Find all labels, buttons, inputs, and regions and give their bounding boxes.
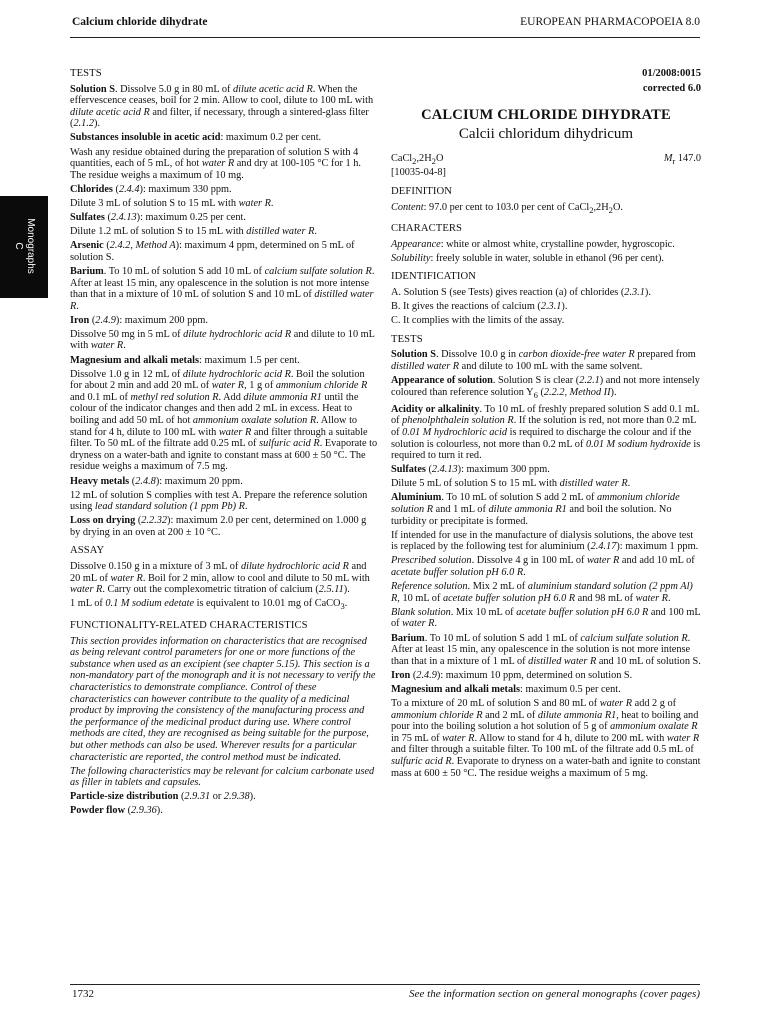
- prescribed-solution: Prescribed solution. Dissolve 4 g in 100 mL of water R and add 10 mL of acetate buffer solution pH 6.0 R.: [391, 555, 695, 579]
- monograph-title: CALCIUM CHLORIDE DIHYDRATE: [421, 106, 671, 123]
- reference-solution: Reference solution. Mix 2 mL of aluminium standard solution (2 ppm Al) R, 10 mL of acetate buffer solution pH 6.0 R and 98 mL of water R.: [391, 581, 693, 604]
- iron-limit: Iron (2.4.9): maximum 200 ppm.: [70, 314, 208, 326]
- monograph-latin-name: Calcii chloridum dihydricum: [458, 126, 634, 143]
- identification-c: C. It complies with the limits of the assay.: [391, 315, 565, 327]
- characters-heading: CHARACTERS: [391, 223, 463, 235]
- particle-size-distribution: Particle-size distribution (2.9.31 or 2.9.38).: [70, 791, 256, 803]
- insoluble-substances-method: Wash any residue obtained during the preparation of solution S with 4 quantities, each of 5 mL, of hot water R and dry at 100-105 °C for 1 h. The residue weighs a maximum of 10 mg.: [70, 146, 361, 181]
- frc-heading: FUNCTIONALITY-RELATED CHARACTERISTICS: [70, 619, 308, 631]
- right-column: [391, 68, 701, 782]
- footer-rule: [70, 984, 700, 985]
- appearance-spec: Appearance: white or almost white, crystalline powder, hygroscopic.: [391, 238, 675, 250]
- monograph-correction: corrected 6.0: [642, 82, 701, 94]
- relative-molecular-mass: $M_r$ 147.0: [663, 152, 701, 166]
- solution-s-paragraph: Solution S. Dissolve 5.0 g in 80 mL of dilute acetic acid R. When the effervescence ceases, boil for 2 min. Allow to cool, dilute to 100 mL with dilute acetic acid R and filter, if necessary, through a sintered-glass filter (2.1.2).: [70, 83, 374, 130]
- molecular-formula-row: [391, 153, 701, 168]
- side-tab-line1: Monographs: [25, 218, 36, 274]
- sulfates-method: Dilute 1.2 mL of solution S to 15 mL with distilled water R.: [70, 226, 317, 238]
- barium-test-right: Barium. To 10 mL of solution S add 1 mL of calcium sulfate solution R. After at least 15 min, any opalescence in the solution is not more intense than that in a mixture of 1 mL of distilled water R and 10 mL of solution S.: [391, 632, 701, 667]
- running-header-title: Calcium chloride dihydrate: [72, 16, 208, 28]
- chlorides-limit: Chlorides (2.4.4): maximum 330 ppm.: [70, 183, 232, 195]
- acidity-alkalinity: Acidity or alkalinity. To 10 mL of freshly prepared solution S add 0.1 mL of phenolphthalein solution R. If the solution is red, not more than 0.2 mL of 0.01 M hydrochloric acid is required to discharge the colour and if the solution is colourless, not more than 0.2 mL of 0.01 M sodium hydroxide is required to turn it red.: [391, 403, 701, 462]
- heavy-metals-method: 12 mL of solution S complies with test A. Prepare the reference solution using lead standard solution (1 ppm Pb) R.: [70, 489, 368, 513]
- cas-number: [10035-04-8]: [391, 167, 446, 179]
- iron-test-right: Iron (2.4.9): maximum 10 ppm, determined on solution S.: [391, 669, 633, 681]
- identification-a: A. Solution S (see Tests) gives reaction (a) of chlorides (2.3.1).: [391, 287, 651, 299]
- sulfates-limit-right: Sulfates (2.4.13): maximum 300 ppm.: [391, 464, 550, 476]
- arsenic-test: Arsenic (2.4.2, Method A): maximum 4 ppm, determined on 5 mL of solution S.: [70, 240, 355, 263]
- sulfates-method-right: Dilute 5 mL of solution S to 15 mL with distilled water R.: [391, 478, 631, 490]
- aluminium-test: Aluminium. To 10 mL of solution S add 2 mL of ammonium chloride solution R and 1 mL of dilute ammonia R1 and boil the solution. No turbidity or precipitate is formed.: [391, 492, 680, 527]
- assay-method: Dissolve 0.150 g in a mixture of 3 mL of dilute hydrochloric acid R and 20 mL of water R. Boil for 2 min, allow to cool and dilute to 50 mL with water R. Carry out the complexometric titration of calcium (2.5.11).: [70, 561, 370, 596]
- assay-heading: ASSAY: [70, 545, 105, 557]
- identification-b: B. It gives the reactions of calcium (2.3.1).: [391, 301, 568, 313]
- identification-heading: IDENTIFICATION: [391, 271, 476, 283]
- left-column: [70, 68, 378, 819]
- magnesium-limit-right: Magnesium and alkali metals: maximum 0.5 per cent.: [391, 683, 621, 695]
- page-number: 1732: [72, 988, 94, 1000]
- molecular-formula: $CaCl_2,2H_2O$: [391, 152, 444, 166]
- side-tab-label: [12, 218, 36, 274]
- insoluble-substances-limit: Substances insoluble in acetic acid: maximum 0.2 per cent.: [70, 132, 322, 144]
- footer-note: See the information section on general monographs (cover pages): [409, 988, 700, 1000]
- solution-s-right: Solution S. Dissolve 10.0 g in carbon dioxide-free water R prepared from distilled water R and dilute to 100 mL with the same solvent.: [391, 349, 696, 372]
- magnesium-method: Dissolve 1.0 g in 12 mL of dilute hydrochloric acid R. Boil the solution for about 2 min and add 20 mL of water R, 1 g of ammonium chloride R and 0.1 mL of methyl red solution R. Add dilute ammonia R1 until the colour of the indicator changes and then add 2 mL in excess. Heat to boiling and add 50 mL of hot ammonium oxalate solution R. Allow to stand for 4 h, dilute to 100 mL with water R and filter through a suitable filter. To 50 mL of the filtrate add 0.25 mL of sulfuric acid R. Evaporate to dryness on a water-bath and ignite to constant mass at 600 ± 50 °C. The residue weighs a maximum of 7.5 mg.: [70, 368, 378, 473]
- definition-heading: DEFINITION: [391, 185, 453, 197]
- sulfates-limit: Sulfates (2.4.13): maximum 0.25 per cent.: [70, 212, 246, 224]
- magnesium-limit: Magnesium and alkali metals: maximum 1.5 per cent.: [70, 354, 300, 366]
- chlorides-method: Dilute 3 mL of solution S to 15 mL with water R.: [70, 197, 274, 209]
- header-rule: [70, 37, 700, 38]
- blank-solution: Blank solution. Mix 10 mL of acetate buffer solution pH 6.0 R and 100 mL of water R.: [391, 606, 701, 630]
- monographs-side-tab: [0, 196, 48, 298]
- tests-heading: TESTS: [70, 68, 102, 79]
- barium-test: Barium. To 10 mL of solution S add 10 mL of calcium sulfate solution R. After at least 15 min, any opalescence in the solution is not more intense than that in a mixture of 10 mL of solution S and 10 mL of distilled water R.: [70, 265, 375, 312]
- iron-method: Dissolve 50 mg in 5 mL of dilute hydrochloric acid R and dilute to 10 mL with water R.: [70, 328, 375, 352]
- monograph-number: 01/2008:0015: [642, 68, 701, 79]
- running-header-publication: EUROPEAN PHARMACOPOEIA 8.0: [520, 16, 700, 28]
- content-spec: Content: 97.0 per cent to 103.0 per cent of $CaCl_2,2H_2O$.: [391, 201, 623, 215]
- frc-intro: This section provides information on characteristics that are recognised as being relevant control parameters for one or more functions of the substance when used as an excipient (see chapter 5.15). This section is a non-mandatory part of the monograph and it is not necessary to verify the characteristics to demonstrate compliance. Control of these characteristics can however contribute to the quality of a medicinal product by improving the consistency of the manufacturing process and the performance of the medicinal product during use. Where control methods are cited, they are recognised as being suitable for the purpose, but other methods can also be used. Wherever results for a particular characteristic are reported, the control method must be indicated.: [70, 635, 376, 763]
- side-tab-line2: C: [13, 242, 24, 250]
- appearance-of-solution: Appearance of solution. Solution S is clear (2.2.1) and not more intensely coloured than reference solution $Y_6$ (2.2.2, Method II).: [391, 375, 700, 400]
- magnesium-method-right: To a mixture of 20 mL of solution S and 80 mL of water R add 2 g of ammonium chloride R and 2 mL of dilute ammonia R1, heat to boiling and pour into the boiling solution a hot solution of 5 g of ammonium oxalate R in 75 mL of water R. Allow to stand for 4 h, dilute to 200 mL with water R and filter through a suitable filter. To 100 mL of the filtrate add 0.5 mL of sulfuric acid R. Evaporate to dryness on a water-bath and ignite to constant mass at 600 ± 50 °C. The residue weighs a maximum of 5 mg.: [391, 697, 701, 779]
- heavy-metals-limit: Heavy metals (2.4.8): maximum 20 ppm.: [70, 475, 243, 487]
- dialysis-aluminium-note: If intended for use in the manufacture of dialysis solutions, the above test is replaced by the following test for aluminium (2.4.17): maximum 1 ppm.: [391, 529, 699, 553]
- assay-equivalence: 1 mL of 0.1 M sodium edetate is equivalent to 10.01 mg of CaCO$_3$.: [70, 598, 348, 612]
- solubility-spec: Solubility: freely soluble in water, soluble in ethanol (96 per cent).: [391, 252, 664, 264]
- tests-heading-right: TESTS: [391, 333, 423, 345]
- loss-on-drying: Loss on drying (2.2.32): maximum 2.0 per cent, determined on 1.000 g by drying in an oven at 200 ± 10 °C.: [70, 515, 367, 538]
- powder-flow: Powder flow (2.9.36).: [70, 805, 163, 817]
- frc-relevance: The following characteristics may be relevant for calcium carbonate used as filler in tablets and capsules.: [70, 765, 375, 789]
